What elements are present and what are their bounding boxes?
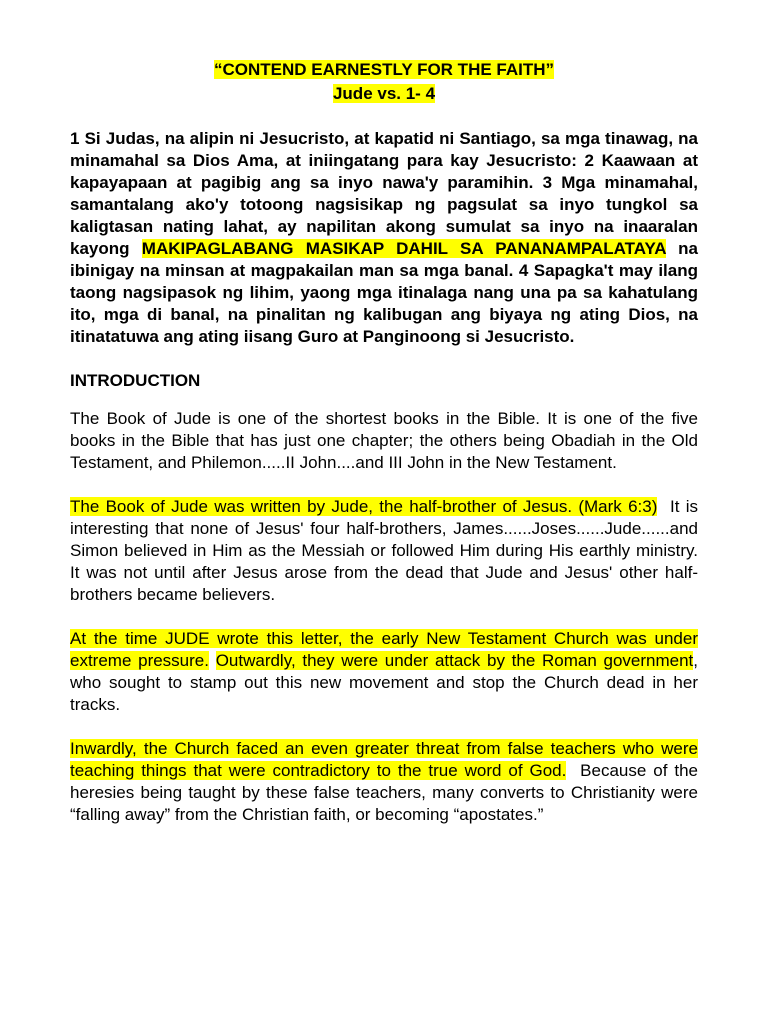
paragraph-3-space: [209, 651, 216, 670]
verse-text-part1: 1 Si Judas, na alipin ni Jesucristo, at kapatid ni Santiago, sa mga tinawag, na minamahal sa Dios Ama, at iniingatang para kay Jesucristo: 2 Kaawaan at kapayapaan at pagibig ang sa inyo nawa'y paramihin. 3 Mga minamahal, samantalang ako'y totoong nagsisikap ng pagsulat sa inyo tungkol sa kaligtasan nating lahat, ay napilitan akong sumulat sa inyo na inaaralan kayong: [70, 129, 698, 258]
paragraph-1: The Book of Jude is one of the shortest books in the Bible. It is one of the five books in the Bible that has just one chapter; the others being Obadiah in the Old Testament, and Philemon.....II John....and III John in the New Testament.: [70, 409, 698, 472]
document-subtitle: Jude vs. 1- 4: [332, 84, 436, 103]
paragraph-2: [70, 496, 708, 606]
title-block: [70, 58, 698, 106]
paragraph-3-highlight-2: Outwardly, they were under attack by the Roman government: [215, 651, 694, 670]
section-heading-introduction: INTRODUCTION: [70, 371, 201, 390]
paragraph-2-text: It is interesting that none of Jesus' four half-brothers, James......Joses......Jude......and Simon believed in Him as the Messiah or followed Him during His earthly ministry. It was not until after Jesus arose from the dead that Jude and Jesus' other half-brothers became believers.: [70, 497, 708, 604]
document-page: [70, 58, 708, 826]
paragraph-3: [70, 628, 698, 716]
paragraph-3-highlight-1: At the time JUDE wrote this letter, the early New Testament Church was under extreme pressure.: [70, 629, 698, 670]
paragraph-3-text: , who sought to stamp out this new movement and stop the Church dead in her tracks.: [70, 651, 698, 714]
verse-text-part2: na ibinigay na minsan at magpakailan man sa mga banal. 4 Sapagka't may ilang taong nagsipasok ng lihim, yaong mga itinalaga nang una pa sa kahatulang ito, mga di banal, na pinalitan ng kalibugan ang biyaya ng ating Dios, na itinatatuwa ang ating iisang Guro at Panginoong si Jesucristo.: [70, 239, 698, 346]
paragraph-4: [70, 738, 703, 826]
paragraph-2-highlight: The Book of Jude was written by Jude, the half-brother of Jesus. (Mark 6:3): [70, 497, 658, 516]
document-title: “CONTEND EARNESTLY FOR THE FAITH”: [213, 60, 555, 79]
scripture-passage: [70, 128, 698, 348]
paragraph-4-text: Because of the heresies being taught by these false teachers, many converts to Christianity were “falling away” from the Christian faith, or becoming “apostates.”: [70, 761, 703, 824]
paragraph-4-highlight: Inwardly, the Church faced an even greater threat from false teachers who were teaching things that were contradictory to the true word of God.: [70, 739, 698, 780]
verse-highlight: MAKIPAGLABANG MASIKAP DAHIL SA PANANAMPALATAYA: [141, 239, 666, 258]
